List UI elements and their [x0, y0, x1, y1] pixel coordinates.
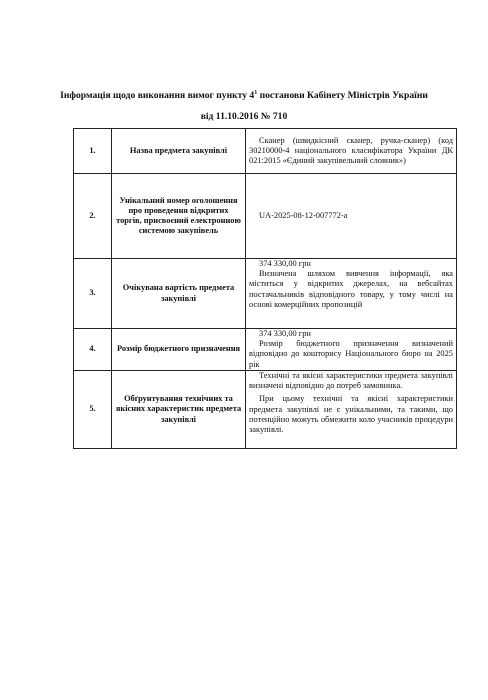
row-label: Назва предмета закупівлі: [112, 129, 246, 174]
value-text: Визначена шляхом вивчення інформації, яка міститься у відкритих джерелах, на вебсайтах постачальників відповідного товару, у тому числі на основі комерційних пропозицій: [249, 269, 453, 309]
expected-cost: 374 330,00 грн: [259, 259, 311, 268]
table-row: [74, 329, 457, 371]
row-value: [246, 259, 457, 329]
document-subtitle: від 11.10.2016 № 710: [200, 111, 288, 122]
row-number: 2.: [74, 174, 112, 259]
row-value: [246, 329, 457, 371]
row-label: Очікувана вартість предмета закупівлі: [112, 259, 246, 329]
table-row: [74, 371, 457, 449]
procurement-info-table: [73, 128, 457, 449]
row-number: 3.: [74, 259, 112, 329]
row-label: Розмір бюджетного призначення: [112, 329, 246, 371]
row-value: [246, 371, 457, 449]
document-title: Інформація щодо виконання вимог пункту $4^1$ постанови Кабінету Міністрів України: [60, 89, 428, 101]
table-row: [74, 129, 457, 174]
row-number: 5.: [74, 371, 112, 449]
table-row: [74, 259, 457, 329]
row-label: Обґрунтування технічних та якісних характеристик предмета закупівлі: [112, 371, 246, 449]
row-value: [246, 129, 457, 174]
table-row: [74, 174, 457, 259]
row-number: 4.: [74, 329, 112, 371]
value-text: Розмір бюджетного призначення визначений відповідно до кошторису Національного бюро на 2025 рік: [249, 339, 453, 369]
value-text: Сканер (швидкісний сканер, ручка-сканер) (код 30210000-4 національного класифікатора України ДК 021:2015 «Єдиний закупівельний словник»): [249, 135, 453, 166]
budget-amount: 374 330,00 грн: [259, 329, 311, 338]
value-text: Технічні та якісні характеристики предмета закупівлі визначені відповідно до потреб замовника.: [249, 371, 453, 391]
tender-id: UA-2025-08-12-007772-a: [259, 210, 348, 220]
row-value: [246, 174, 457, 259]
footnote-superscript: 1: [254, 89, 258, 96]
value-text: При цьому технічні та якісні характеристики предмета закупівлі не є унікальними, та такими, що потенційно можуть обмежити коло учасників процедури закупівлі.: [249, 394, 453, 435]
row-number: 1.: [74, 129, 112, 174]
row-label: Унікальний номер оголошення про проведення відкритих торгів, присвоєний електронною системою закупівель: [112, 174, 246, 259]
